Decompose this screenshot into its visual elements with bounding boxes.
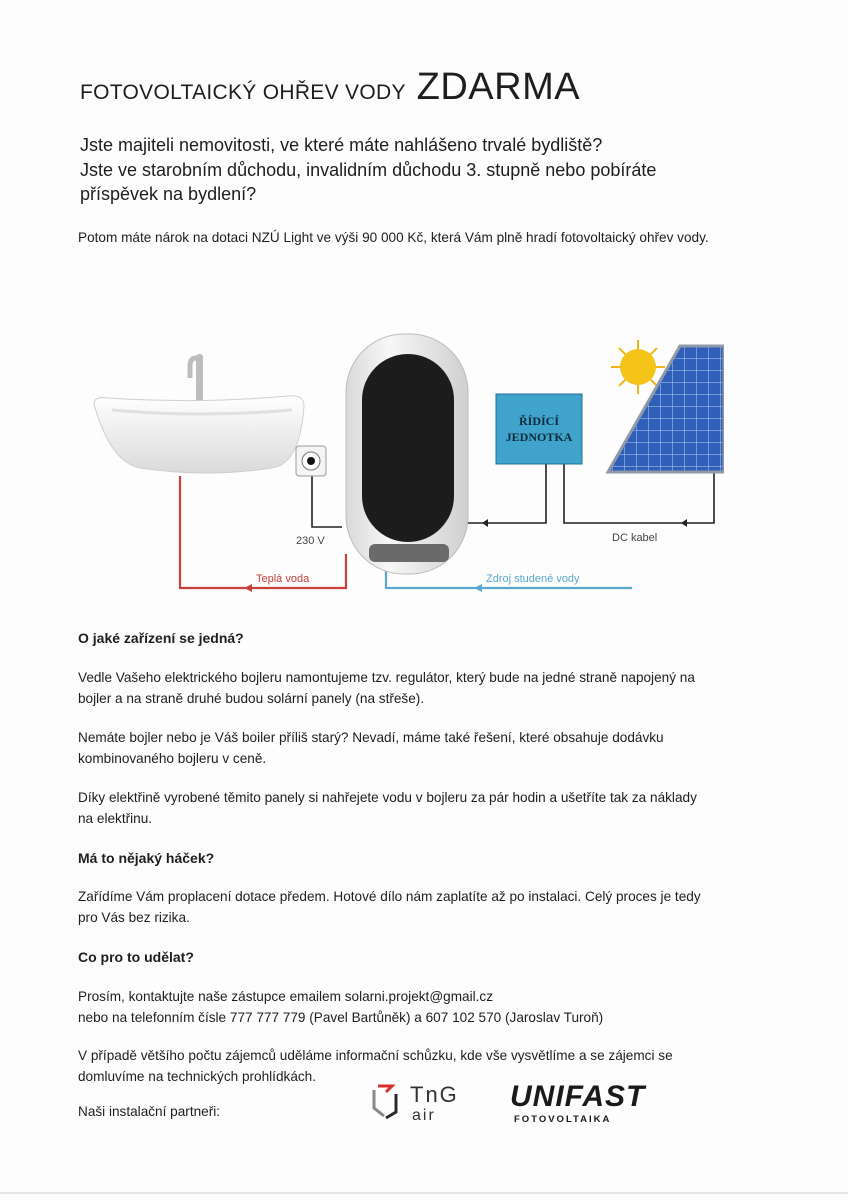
tng-air-logo [368,1080,480,1124]
section-paragraph [78,728,778,769]
page-title [80,66,580,109]
unifast-logo-main: UNIFAST [510,1080,646,1113]
paragraph-line: Díky elektřině vyrobené těmito panely si nahřejete vodu v bojleru za pár hodin a ušetříte tak za náklady [78,790,697,805]
section-paragraph [78,788,778,829]
paragraph-line: Nemáte bojler nebo je Váš boiler příliš starý? Nevadí, máme také řešení, které obsahuje dodávku [78,730,664,745]
section-heading-device: O jaké zařízení se jedná? [78,630,244,646]
control-unit [496,394,582,464]
partners-label: Naši instalační partneři: [78,1104,221,1119]
title-prefix: FOTOVOLTAICKÝ OHŘEV VODY [80,81,406,104]
control-unit-label-1: ŘÍDÍCÍ [518,414,560,428]
label-230v: 230 V [296,535,325,547]
subsidy-statement: Potom máte nárok na dotaci NZÚ Light ve výši 90 000 Kč, která Vám plně hradí fotovoltaický ohřev vody. [78,230,709,245]
section-paragraph [78,668,778,709]
wall-socket-icon [296,446,326,476]
section-heading-catch: Má to nějaký háček? [78,850,215,866]
contact-paragraph [78,987,778,1028]
intro-line: příspěvek na bydlení? [80,184,257,204]
paragraph-line: V případě většího počtu zájemců uděláme informační schůzku, kde vše vysvětlíme a se zájemci se [78,1048,673,1063]
contact-email-line: Prosím, kontaktujte naše zástupce emailem solarni.projekt@gmail.cz [78,989,493,1004]
intro-line: Jste ve starobním důchodu, invalidním důchodu 3. stupně nebo pobíráte [80,159,657,180]
intro-questions [80,133,780,207]
label-dc-cable: DC kabel [612,532,658,544]
tng-logo-bottom: air [412,1107,436,1124]
section-paragraph [78,887,778,928]
tng-logo-top: TnG [410,1082,459,1107]
page-bottom-edge [0,1192,848,1194]
contact-phone-line: nebo na telefonním čísle 777 777 779 (Pavel Bartůněk) a 607 102 570 (Jaroslav Turoň) [78,1009,604,1025]
control-cable [464,464,546,527]
label-hot-water: Teplá voda [256,573,310,585]
intro-line: Jste majiteli nemovitosti, ve které máte nahlášeno trvalé bydliště? [80,135,603,155]
paragraph-line: kombinovaného bojleru v ceně. [78,750,267,766]
paragraph-line: Zařídíme Vám proplacení dotace předem. Hotové dílo nám zaplatíte až po instalaci. Celý proces je tedy [78,889,701,904]
label-cold-water: Zdroj studené vody [486,573,580,585]
control-unit-label-2: JEDNOTKA [505,430,573,444]
section-heading-action: Co pro to udělat? [78,949,194,965]
boiler-tank-illustration [346,334,468,574]
unifast-logo-sub: FOTOVOLTAIKA [514,1114,612,1125]
bathtub-illustration [94,354,304,473]
title-emphasis: ZDARMA [416,66,581,108]
solar-heating-diagram [84,322,724,612]
paragraph-line: bojler a na straně druhé budou solární panely (na střeše). [78,690,425,706]
paragraph-line: Vedle Vašeho elektrického bojleru namontujeme tzv. regulátor, který bude na jedné straně napojený na [78,670,695,685]
paragraph-line: domluvíme na technických prohlídkách. [78,1068,317,1084]
paragraph-line: pro Vás bez rizika. [78,909,190,925]
unifast-logo [510,1080,692,1126]
paragraph-line: na elektřinu. [78,810,153,826]
